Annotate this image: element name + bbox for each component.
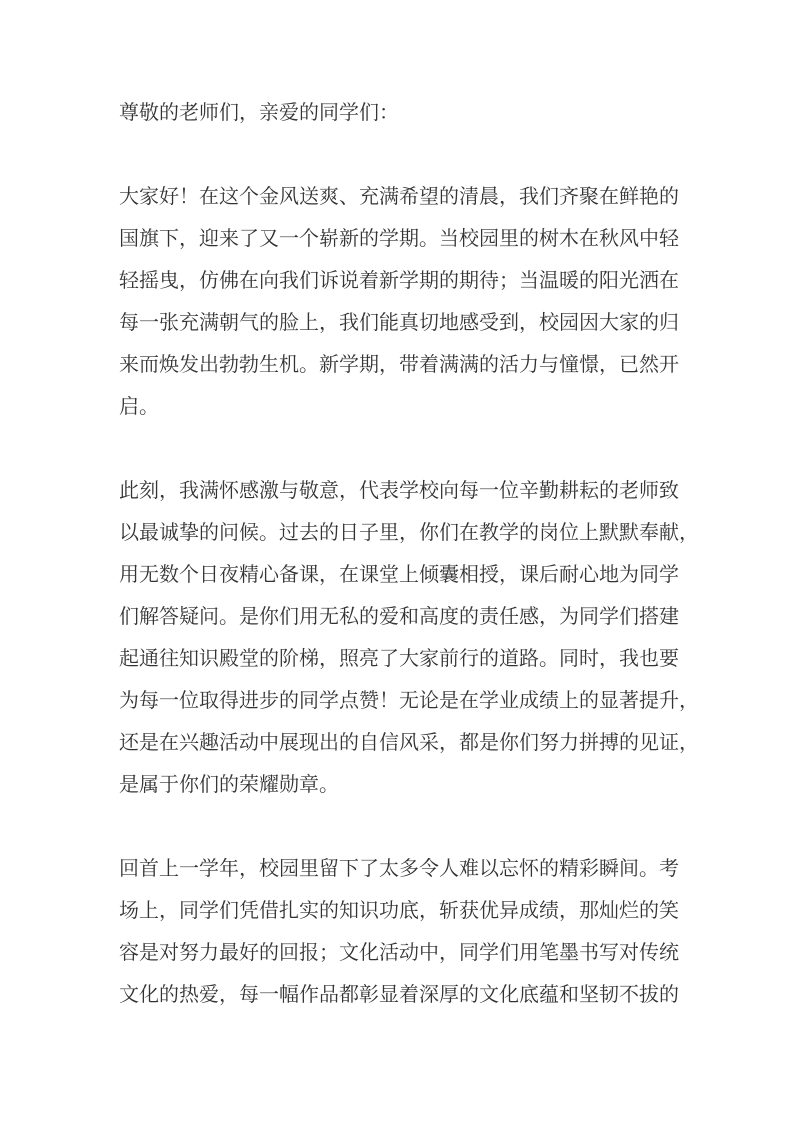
text-line: 此刻，我满怀感激与敬意，代表学校向每一位辛勤耕耘的老师致 [119,480,679,502]
text-line: 以最诚挚的问候。过去的日子里，你们在教学的岗位上默默奉献， [119,522,699,544]
paragraph-gratitude [119,470,699,806]
text-line: 是属于你们的荣耀勋章。 [119,774,339,796]
text-line: 文化的热爱，每一幅作品都彰显着深厚的文化底蕴和坚韧不拔的 [119,984,679,1006]
text-line: 场上，同学们凭借扎实的知识功底，斩获优异成绩，那灿烂的笑 [119,900,679,922]
paragraph-review [119,848,678,1016]
paragraph-salutation [119,92,678,134]
text-line: 还是在兴趣活动中展现出的自信风采，都是你们努力拼搏的见证， [119,732,699,754]
text-line: 为每一位取得进步的同学点赞！无论是在学业成绩上的显著提升， [119,690,699,712]
text-line: 国旗下，迎来了又一个崭新的学期。当校园里的树木在秋风中轻 [119,228,679,250]
paragraph-opening [119,176,678,428]
text-line: 们解答疑问。是你们用无私的爱和高度的责任感，为同学们搭建 [119,606,679,628]
text-line: 每一张充满朝气的脸上，我们能真切地感受到，校园因大家的归 [119,312,679,334]
text-line: 尊敬的老师们，亲爱的同学们： [119,102,399,124]
text-line: 大家好！在这个金风送爽、充满希望的清晨，我们齐聚在鲜艳的 [119,186,679,208]
text-line: 轻摇曳，仿佛在向我们诉说着新学期的期待；当温暖的阳光洒在 [119,270,679,292]
text-line: 容是对努力最好的回报；文化活动中，同学们用笔墨书写对传统 [119,942,679,964]
text-line: 来而焕发出勃勃生机。新学期，带着满满的活力与憧憬，已然开 [119,354,679,376]
text-line: 用无数个日夜精心备课，在课堂上倾囊相授，课后耐心地为同学 [119,564,679,586]
text-line: 起通往知识殿堂的阶梯，照亮了大家前行的道路。同时，我也要 [119,648,679,670]
text-line: 回首上一学年，校园里留下了太多令人难以忘怀的精彩瞬间。考 [119,858,679,880]
text-line: 启。 [119,396,159,418]
